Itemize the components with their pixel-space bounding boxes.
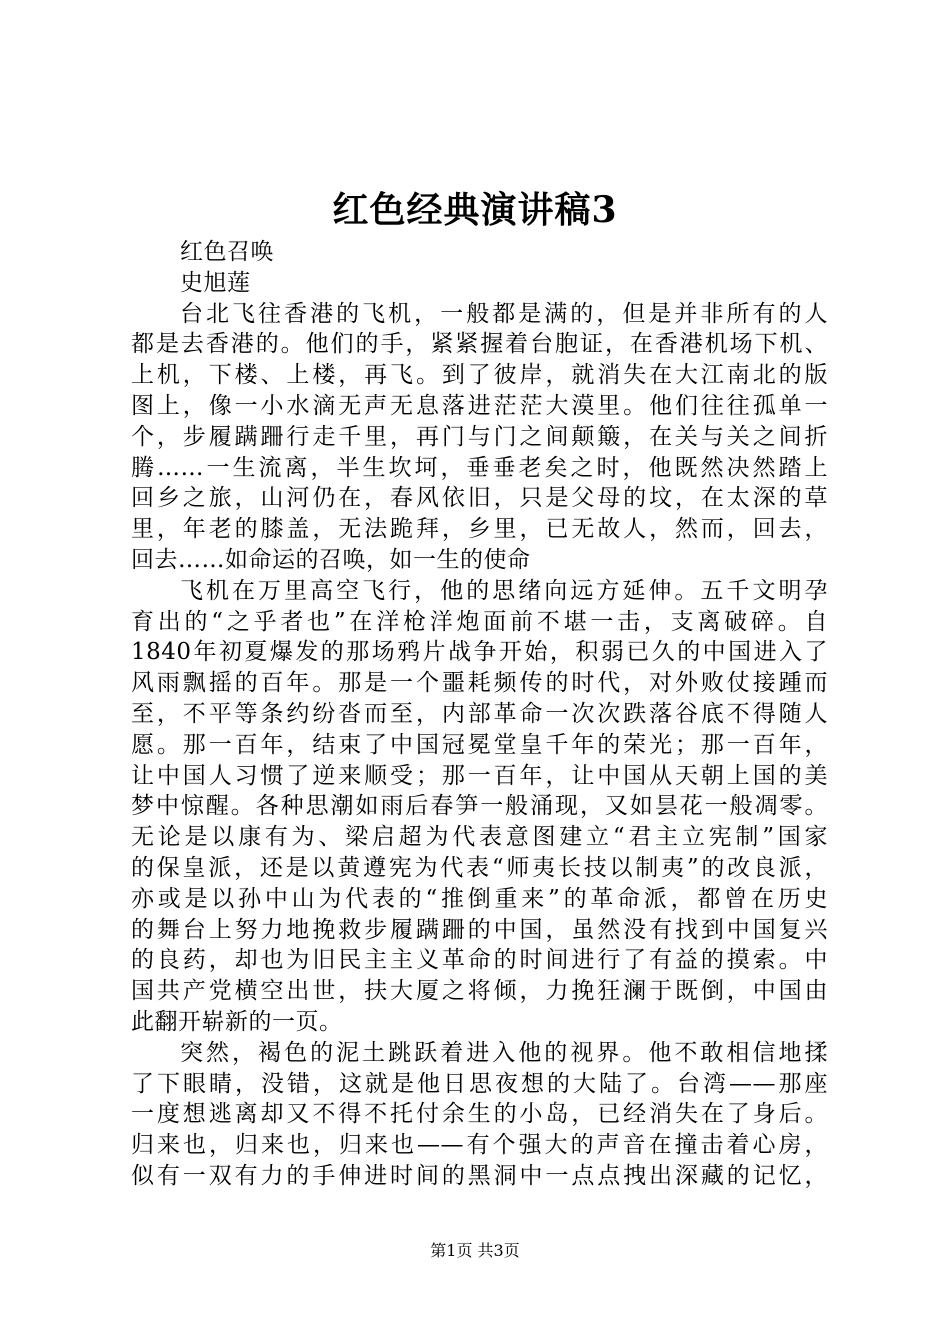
page-number: 第1页 共3页 (430, 1241, 520, 1260)
text-line: 腾……一生流离，半生坎坷，垂垂老矣之时，他既然决然踏上 (131, 454, 828, 481)
text-line: 的良药，却也为旧民主主义革命的时间进行了有益的摸索。中 (131, 947, 828, 974)
text-line: 1840年初夏爆发的那场鸦片战争开始，积弱已久的中国进入了 (131, 639, 828, 666)
text-line: 个，步履蹒跚行走千里，再门与门之间颠簸，在关与关之间折 (131, 423, 828, 450)
text-line: 至，不平等条约纷沓而至，内部革命一次次跌落谷底不得随人 (131, 700, 828, 727)
text-line: 突然，褐色的泥土跳跃着进入他的视界。他不敢相信地揉 (180, 1039, 828, 1066)
text-line: 台北飞往香港的飞机，一般都是满的，但是并非所有的人 (180, 300, 828, 327)
text-line: 似有一双有力的手伸进时间的黑洞中一点点拽出深藏的记忆， (131, 1162, 828, 1189)
text-line: 无论是以康有为、梁启超为代表意图建立“君主立宪制”国家 (131, 824, 828, 851)
text-line: 回去……如命运的召唤，如一生的使命 (131, 546, 531, 573)
text-line: 飞机在万里高空飞行，他的思绪向远方延伸。五千文明孕 (180, 577, 828, 604)
text-line: 梦中惊醒。各种思潮如雨后春笋一般涌现，又如昙花一般凋零。 (131, 793, 828, 820)
text-line: 亦或是以孙中山为代表的“推倒重来”的革命派，都曾在历史 (131, 885, 828, 912)
text-line: 里，年老的膝盖，无法跪拜，乡里，已无故人，然而，回去， (131, 516, 828, 543)
text-line: 育出的“之乎者也”在洋枪洋炮面前不堪一击，支离破碎。自 (131, 608, 828, 635)
text-line: 国共产党横空出世，扶大厦之将倾，力挽狂澜于既倒，中国由 (131, 978, 828, 1005)
text-line: 的舞台上努力地挽救步履蹒跚的中国，虽然没有找到中国复兴 (131, 916, 828, 943)
text-line: 上机，下楼、上楼，再飞。到了彼岸，就消失在大江南北的版 (131, 362, 828, 389)
text-line: 都是去香港的。他们的手，紧紧握着台胞证，在香港机场下机、 (131, 331, 828, 358)
text-line: 的保皇派，还是以黄遵宪为代表“师夷长技以制夷”的改良派， (131, 854, 828, 881)
text-line: 归来也，归来也，归来也——有个强大的声音在撞击着心房， (131, 1132, 828, 1159)
text-line: 愿。那一百年，结束了中国冠冕堂皇千年的荣光；那一百年， (131, 731, 828, 758)
text-line: 一度想逃离却又不得不托付余生的小岛，已经消失在了身后。 (131, 1101, 828, 1128)
text-line: 此翻开崭新的一页。 (131, 1008, 343, 1035)
document-title: 红色经典演讲稿3 (332, 189, 618, 231)
text-line: 图上，像一小水滴无声无息落进茫茫大漠里。他们往往孤单一 (131, 392, 828, 419)
document-body (131, 237, 828, 1192)
author-name: 史旭莲 (180, 269, 251, 296)
subheading: 红色召唤 (180, 239, 274, 265)
text-line: 回乡之旅，山河仍在，春风依旧，只是父母的坟，在太深的草 (131, 485, 828, 512)
text-line: 了下眼睛，没错，这就是他日思夜想的大陆了。台湾——那座 (131, 1070, 828, 1097)
text-line: 让中国人习惯了逆来顺受；那一百年，让中国从天朝上国的美 (131, 762, 828, 789)
text-line: 风雨飘摇的百年。那是一个噩耗频传的时代，对外败仗接踵而 (131, 670, 828, 697)
